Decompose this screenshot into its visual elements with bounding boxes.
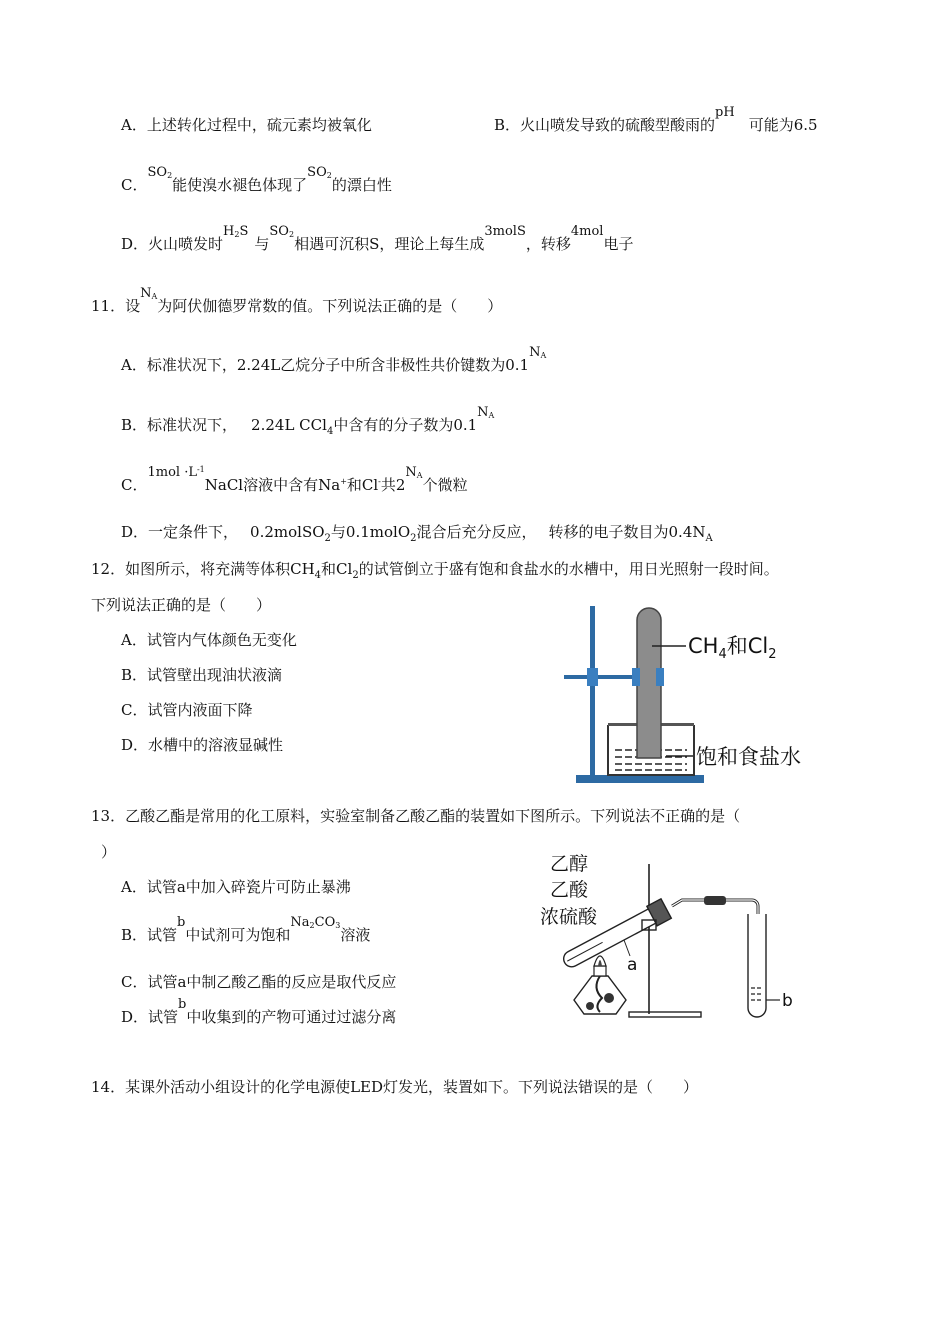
q11-option-a: A．标准状况下，2.24L乙烷分子中所含非极性共价键数为0.1NA bbox=[121, 345, 547, 374]
q13-option-d: D．试管b中收集到的产物可通过过滤分离 bbox=[121, 997, 397, 1026]
tube-a-label: a bbox=[627, 955, 638, 975]
q13-option-b: B．试管b中试剂可为饱和Na2CO3溶液 bbox=[121, 915, 371, 944]
q12-apparatus-figure bbox=[560, 598, 860, 788]
q11-option-c: C．$1mol \cdot L^{-1}NaCl$溶液中含有Na+和Cl-共2NA个微粒 bbox=[121, 465, 468, 494]
q10-option-d: D．火山喷发时H2S与SO2相遇可沉积S，理论上每生成3molS，转移4mol电子 bbox=[121, 224, 634, 253]
q10-option-c: C．SO2能使溴水褪色体现了SO2的漂白性 bbox=[121, 165, 392, 194]
q12-option-b: B．试管壁出现油状液滴 bbox=[121, 666, 283, 684]
tube-b-label: b bbox=[782, 991, 793, 1011]
q12-stem-line2: 下列说法正确的是（ ） bbox=[91, 596, 272, 614]
test-tube-b bbox=[748, 914, 766, 1017]
q10-option-a: A．上述转化过程中，硫元素均被氧化 bbox=[121, 116, 372, 134]
q12-option-c: C．试管内液面下降 bbox=[121, 701, 253, 719]
q12-stem-line1: 12．如图所示，将充满等体积$CH_4$和$Cl_2$的试管倒立于盛有饱和食盐水的水槽中，用日光照射一段时间。 bbox=[91, 560, 779, 581]
q11-option-b: B．标准状况下， 2.24L CCl$_4$中含有的分子数为0.1NA bbox=[121, 405, 495, 437]
reagent-label-acetic-acid: 乙酸 bbox=[550, 879, 589, 901]
q10-option-b: B．火山喷发导致的硫酸型酸雨的pH可能为6.5 bbox=[494, 105, 818, 134]
q14-stem: 14．某课外活动小组设计的化学电源使LED灯发光，装置如下。下列说法错误的是（ ） bbox=[91, 1078, 699, 1096]
q13-apparatus-figure bbox=[532, 848, 812, 1023]
reagent-label-ethanol: 乙醇 bbox=[550, 853, 589, 875]
q11-stem: 11．设NA为阿伏伽德罗常数的值。下列说法正确的是（ ） bbox=[91, 286, 503, 315]
solution-label: 饱和食盐水 bbox=[696, 745, 801, 769]
gas-label: $CH_4$和$Cl_2$ bbox=[688, 634, 777, 662]
q13-option-a: A．试管a中加入碎瓷片可防止暴沸 bbox=[121, 878, 351, 896]
q12-option-d: D．水槽中的溶液显碱性 bbox=[121, 736, 284, 754]
q11-option-d: D．一定条件下， 0.2molSO$_2$与0.1molO$_2$混合后充分反应， 转移的电子数目为$0.4N_A$ bbox=[121, 523, 713, 544]
stand-pole bbox=[590, 606, 595, 776]
q13-stem-line2: ） bbox=[101, 843, 117, 861]
reagent-label-sulfuric-acid: 浓硫酸 bbox=[540, 906, 598, 928]
q12-option-a: A．试管内气体颜色无变化 bbox=[121, 631, 297, 649]
q13-option-c: C．试管a中制乙酸乙酯的反应是取代反应 bbox=[121, 973, 397, 991]
stand-base bbox=[576, 775, 704, 783]
q13-stem-line1: 13．乙酸乙酯是常用的化工原料，实验室制备乙酸乙酯的装置如下图所示。下列说法不正确的是（ bbox=[91, 807, 741, 825]
